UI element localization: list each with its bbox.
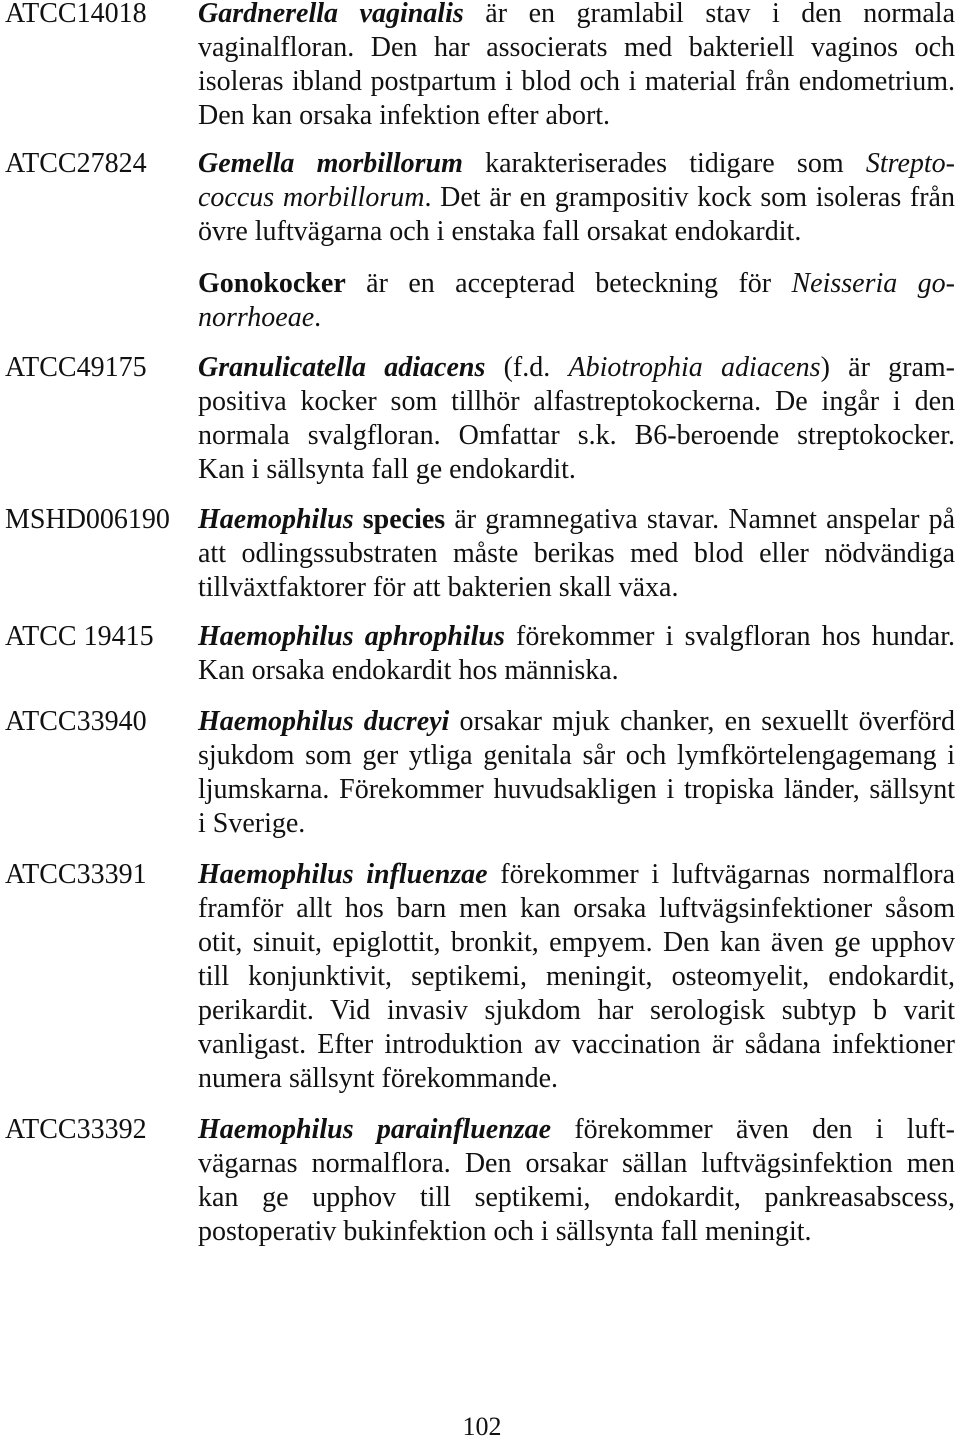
text-run: isoleras ibland postpartum i blod och i material från endometrium. (198, 66, 955, 97)
strain-code: ATCC33391 (5, 859, 147, 890)
entry-description (198, 705, 955, 841)
text-line (198, 181, 955, 215)
text-line (198, 453, 955, 487)
entry-description (198, 503, 955, 605)
strain-code: MSHD006190 (5, 504, 170, 535)
text-line (198, 926, 955, 960)
text-line (198, 1062, 955, 1096)
text-line (198, 385, 955, 419)
text-run: förekommer även den i luft- (551, 1114, 955, 1145)
text-line (198, 773, 955, 807)
entry-description (198, 620, 955, 688)
organism-name: Haemophilus ducreyi (198, 706, 450, 737)
text-run: övre luftvägarna och i enstaka fall orsakat endokardit. (198, 216, 802, 247)
italic-term: Abiotrophia adiacens (568, 352, 821, 383)
text-line (198, 215, 955, 249)
text-run: är en accepterad beteckning för (345, 268, 792, 299)
text-line (198, 537, 955, 571)
text-run: Kan i sällsynta fall ge endokardit. (198, 454, 576, 485)
text-run: . Det är en grampositiv kock som isoleras från (424, 182, 955, 213)
text-run: sjukdom som ger ytliga genitala sår och lymfkörtelengagemang i (198, 740, 955, 771)
entry-description (198, 1113, 955, 1249)
text-line (198, 960, 955, 994)
entry-granulicatella-adiacens (0, 351, 955, 487)
italic-term: Neisseria go- (791, 268, 955, 299)
text-line (198, 65, 955, 99)
text-line (198, 31, 955, 65)
entry-gonokocker (0, 267, 955, 335)
text-line (198, 503, 955, 537)
text-line (198, 419, 955, 453)
text-run: otit, sinuit, epiglottit, bronkit, empyem. Den kan även ge upphov (198, 927, 955, 958)
text-run: Den kan orsaka infektion efter abort. (198, 100, 611, 131)
text-run: ) är gram- (820, 352, 955, 383)
organism-name: Gonokocker (198, 268, 346, 299)
text-run: framför allt hos barn men kan orsaka luftvägsinfektioner såsom (198, 893, 955, 924)
text-line (198, 1215, 955, 1249)
organism-name: Haemophilus influenzae (198, 859, 488, 890)
text-run: tillväxtfaktorer för att bakterien skall växa. (198, 572, 679, 603)
text-run: är gramnegativa stavar. Namnet anspelar på (445, 504, 956, 535)
text-run: är en gramlabil stav i den normala (463, 0, 955, 29)
text-line (198, 301, 955, 335)
italic-term: Strepto- (865, 148, 955, 179)
text-run: vägarnas normalflora. Den orsakar sällan luftvägsinfektion men (198, 1148, 955, 1179)
entry-haemophilus-ducreyi (0, 705, 955, 841)
text-run: i Sverige. (198, 808, 306, 839)
text-run: numera sällsynt förekommande. (198, 1063, 559, 1094)
text-line (198, 1181, 955, 1215)
text-line (198, 858, 955, 892)
entry-haemophilus-aphrophilus (0, 620, 955, 688)
entry-description (198, 351, 955, 487)
strain-code: ATCC33940 (5, 706, 147, 737)
entry-description (198, 0, 955, 133)
strain-code: ATCC14018 (5, 0, 147, 29)
text-line (198, 147, 955, 181)
organism-name-suffix: species (353, 504, 446, 535)
italic-term: coccus morbillorum (198, 182, 425, 213)
text-line (198, 807, 955, 841)
text-run: kan ge upphov till septikemi, endokardit, pankreasabscess, (198, 1182, 955, 1213)
text-line (198, 1147, 955, 1181)
strain-code: ATCC33392 (5, 1114, 147, 1145)
text-run: orsakar mjuk chanker, en sexuellt överförd (449, 706, 955, 737)
text-run: förekommer i svalgfloran hos hundar. (504, 621, 955, 652)
entry-haemophilus-species (0, 503, 955, 605)
text-line (198, 0, 955, 31)
entry-gemella-morbillorum (0, 147, 955, 249)
organism-name: Gemella morbillorum (198, 148, 463, 179)
text-run: postoperativ bukinfektion och i sällsynta fall meningit. (198, 1216, 812, 1247)
text-run: vaginalfloran. Den har associerats med bakteriell vaginos och (198, 32, 955, 63)
strain-code: ATCC27824 (5, 148, 147, 179)
text-run: att odlingssubstraten måste berikas med blod eller nödvändiga (198, 538, 955, 569)
text-run: (f.d. (485, 352, 569, 383)
text-run: ljumskarna. Förekommer huvudsakligen i tropiska länder, sällsynt (198, 774, 955, 805)
text-line (198, 571, 955, 605)
organism-name: Haemophilus parainfluenzae (198, 1114, 552, 1145)
text-line (198, 654, 955, 688)
text-run: karakteriserades tidigare som (462, 148, 866, 179)
text-run: till konjunktivit, septikemi, meningit, osteomyelit, endokardit, (198, 961, 955, 992)
text-line (198, 99, 955, 133)
text-line (198, 267, 955, 301)
entry-description (198, 267, 955, 335)
text-line (198, 1113, 955, 1147)
text-run: positiva kocker som tillhör alfastreptokockerna. De ingår i den (198, 386, 955, 417)
text-run: Kan orsaka endokardit hos människa. (198, 655, 619, 686)
page-number: 102 (462, 1412, 502, 1440)
text-line (198, 705, 955, 739)
text-run: vanligast. Efter introduktion av vaccination är sådana infektioner (198, 1029, 955, 1060)
text-run: . (314, 302, 322, 333)
text-run: normala svalgfloran. Omfattar s.k. B6-beroende streptokocker. (198, 420, 955, 451)
text-line (198, 892, 955, 926)
text-line (198, 994, 955, 1028)
organism-name: Gardnerella vaginalis (198, 0, 464, 29)
text-run: perikardit. Vid invasiv sjukdom har serologisk subtyp b varit (198, 995, 955, 1026)
text-line (198, 351, 955, 385)
strain-code: ATCC49175 (5, 352, 147, 383)
entry-haemophilus-influenzae (0, 858, 955, 1096)
entry-description (198, 147, 955, 249)
text-run: förekommer i luftvägarnas normalflora (487, 859, 956, 890)
entry-description (198, 858, 955, 1096)
organism-name: Haemophilus aphrophilus (198, 621, 505, 652)
text-line (198, 739, 955, 773)
italic-term: norrhoeae (198, 302, 315, 333)
organism-name: Granulicatella adiacens (198, 352, 486, 383)
entry-gardnerella-vaginalis (0, 0, 955, 133)
text-line (198, 1028, 955, 1062)
entry-haemophilus-parainfluenzae (0, 1113, 955, 1249)
strain-code: ATCC 19415 (5, 621, 154, 652)
organism-name: Haemophilus (198, 504, 354, 535)
text-line (198, 620, 955, 654)
